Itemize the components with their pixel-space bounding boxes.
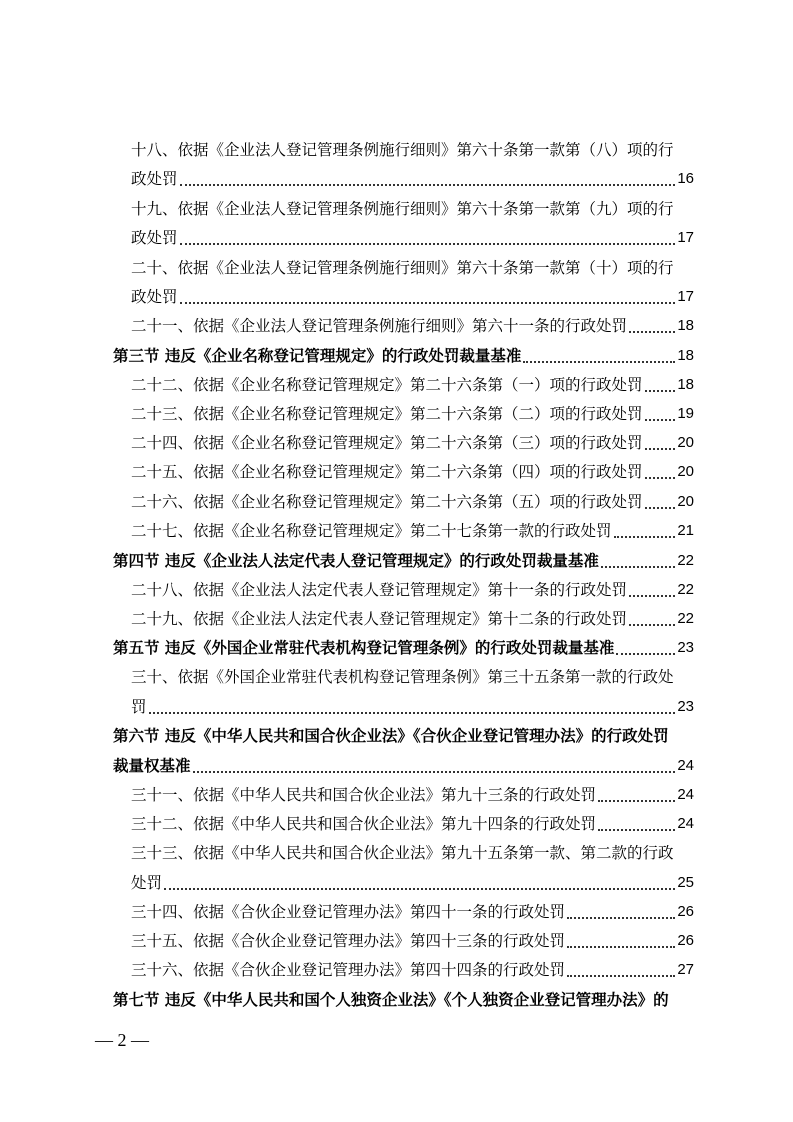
dot-leader [629, 623, 675, 626]
dot-leader [149, 711, 676, 714]
dot-leader [614, 535, 676, 538]
toc-entry-text: 二十八、依据《企业法人法定代表人登记管理规定》第十一条的行政处罚 [131, 581, 628, 599]
dot-leader [645, 506, 676, 509]
dot-leader [645, 447, 676, 450]
toc-section-7[interactable] [113, 988, 694, 1012]
dot-leader [180, 301, 676, 304]
toc-entry-text: 三十三、依据《中华人民共和国合伙企业法》第九十五条第一款、第二款的行政 [131, 844, 674, 862]
toc-entry-text: 二十四、依据《企业名称登记管理规定》第二十六条第（三）项的行政处罚 [131, 434, 643, 452]
toc-entry-26[interactable] [131, 490, 694, 514]
toc-entry-36[interactable] [131, 958, 694, 982]
toc-entry-22[interactable] [131, 373, 694, 397]
toc-section-4[interactable] [113, 549, 694, 573]
toc-entry-text: 三十一、依据《中华人民共和国合伙企业法》第九十三条的行政处罚 [131, 786, 597, 804]
toc-entry-34[interactable] [131, 900, 694, 924]
toc-section-6[interactable] [113, 724, 694, 748]
toc-entry-21[interactable] [131, 314, 694, 338]
toc-section-text: 第三节 违反《企业名称登记管理规定》的行政处罚裁量基准 [113, 347, 522, 365]
dot-leader [601, 565, 675, 568]
toc-entry-text: 二十二、依据《企业名称登记管理规定》第二十六条第（一）项的行政处罚 [131, 376, 643, 394]
toc-page-number: 20 [677, 493, 694, 510]
dot-leader [164, 887, 675, 890]
toc-entry-24[interactable] [131, 431, 694, 455]
dot-leader [523, 360, 675, 363]
toc-section-6-cont[interactable] [113, 754, 694, 778]
toc-entry-text: 政处罚 [131, 288, 178, 306]
toc-entry-text: 二十一、依据《企业法人登记管理条例施行细则》第六十一条的行政处罚 [131, 317, 628, 335]
dot-leader [567, 916, 675, 919]
dot-leader [645, 389, 676, 392]
toc-page-number: 27 [677, 961, 694, 978]
toc-section-3[interactable] [113, 344, 694, 368]
toc-entry-19[interactable] [131, 197, 694, 221]
toc-page-number: 22 [677, 610, 694, 627]
toc-page-number: 21 [677, 522, 694, 539]
toc-page-number: 26 [677, 932, 694, 949]
dot-leader [645, 476, 676, 479]
toc-page-number: 20 [677, 463, 694, 480]
toc-page-number: 24 [677, 757, 694, 774]
toc-entry-text: 处罚 [131, 874, 163, 892]
toc-entry-text: 罚 [131, 698, 147, 716]
toc-section-text: 第六节 违反《中华人民共和国合伙企业法》《合伙企业登记管理办法》的行政处罚 [113, 727, 669, 745]
toc-page-number: 20 [677, 434, 694, 451]
toc-entry-25[interactable] [131, 460, 694, 484]
toc-entry-30[interactable] [131, 665, 694, 689]
toc-entry-text: 二十七、依据《企业名称登记管理规定》第二十七条第一款的行政处罚 [131, 522, 612, 540]
toc-entry-text: 二十九、依据《企业法人法定代表人登记管理规定》第十二条的行政处罚 [131, 610, 628, 628]
dot-leader [567, 974, 675, 977]
dot-leader [629, 330, 675, 333]
toc-entry-text: 二十三、依据《企业名称登记管理规定》第二十六条第（二）项的行政处罚 [131, 405, 643, 423]
toc-section-5[interactable] [113, 636, 694, 660]
toc-entry-text: 三十四、依据《合伙企业登记管理办法》第四十一条的行政处罚 [131, 903, 566, 921]
toc-entry-18-cont[interactable] [131, 167, 694, 191]
dot-leader [629, 594, 675, 597]
toc-page-number: 24 [677, 815, 694, 832]
toc-page-number: 23 [677, 639, 694, 656]
toc-entry-28[interactable] [131, 578, 694, 602]
toc-page-number: 16 [677, 170, 694, 187]
toc-entry-29[interactable] [131, 607, 694, 631]
toc-page-number: 19 [677, 405, 694, 422]
dot-leader [645, 418, 676, 421]
toc-entry-text: 二十六、依据《企业名称登记管理规定》第二十六条第（五）项的行政处罚 [131, 493, 643, 511]
toc-entry-20[interactable] [131, 256, 694, 280]
dot-leader [567, 945, 675, 948]
toc-entry-32[interactable] [131, 812, 694, 836]
toc-entry-text: 十八、依据《企业法人登记管理条例施行细则》第六十条第一款第（八）项的行 [131, 141, 674, 159]
toc-entry-35[interactable] [131, 929, 694, 953]
toc-entry-text: 二十、依据《企业法人登记管理条例施行细则》第六十条第一款第（十）项的行 [131, 259, 674, 277]
toc-entry-text: 二十五、依据《企业名称登记管理规定》第二十六条第（四）项的行政处罚 [131, 463, 643, 481]
toc-entry-text: 政处罚 [131, 170, 178, 188]
toc-page-number: 17 [677, 229, 694, 246]
toc-page-number: 18 [677, 376, 694, 393]
page-number-footer: — 2 — [95, 1030, 149, 1050]
toc-entry-33[interactable] [131, 841, 694, 865]
toc-section-text: 裁量权基准 [113, 757, 191, 775]
toc-entry-23[interactable] [131, 402, 694, 426]
toc-page-number: 22 [677, 581, 694, 598]
toc-entry-text: 三十五、依据《合伙企业登记管理办法》第四十三条的行政处罚 [131, 932, 566, 950]
toc-entry-text: 三十二、依据《中华人民共和国合伙企业法》第九十四条的行政处罚 [131, 815, 597, 833]
toc-page-number: 25 [677, 874, 694, 891]
toc-entry-31[interactable] [131, 783, 694, 807]
toc-entry-text: 三十六、依据《合伙企业登记管理办法》第四十四条的行政处罚 [131, 961, 566, 979]
toc-entry-text: 十九、依据《企业法人登记管理条例施行细则》第六十条第一款第（九）项的行 [131, 200, 674, 218]
toc-entry-30-cont[interactable] [131, 695, 694, 719]
dot-leader [193, 770, 676, 773]
toc-entry-33-cont[interactable] [131, 871, 694, 895]
toc-section-text: 第七节 违反《中华人民共和国个人独资企业法》《个人独资企业登记管理办法》的 [113, 991, 669, 1009]
toc-entry-27[interactable] [131, 519, 694, 543]
toc-page-number: 18 [677, 317, 694, 334]
toc-page-number: 26 [677, 903, 694, 920]
dot-leader [598, 828, 675, 831]
toc-entry-19-cont[interactable] [131, 226, 694, 250]
toc-entry-20-cont[interactable] [131, 285, 694, 309]
toc-page-number: 17 [677, 288, 694, 305]
dot-leader [180, 183, 676, 186]
toc-page-number: 22 [677, 552, 694, 569]
toc-entry-text: 三十、依据《外国企业常驻代表机构登记管理条例》第三十五条第一款的行政处 [131, 668, 674, 686]
toc-entry-text: 政处罚 [131, 229, 178, 247]
toc-page-number: 24 [677, 786, 694, 803]
dot-leader [598, 799, 675, 802]
dot-leader [180, 242, 676, 245]
toc-page-number: 18 [677, 347, 694, 364]
toc-entry-18[interactable] [131, 138, 694, 162]
toc-section-text: 第四节 违反《企业法人法定代表人登记管理规定》的行政处罚裁量基准 [113, 552, 599, 570]
dot-leader [616, 652, 675, 655]
toc-section-text: 第五节 违反《外国企业常驻代表机构登记管理条例》的行政处罚裁量基准 [113, 639, 615, 657]
toc-page-number: 23 [677, 698, 694, 715]
